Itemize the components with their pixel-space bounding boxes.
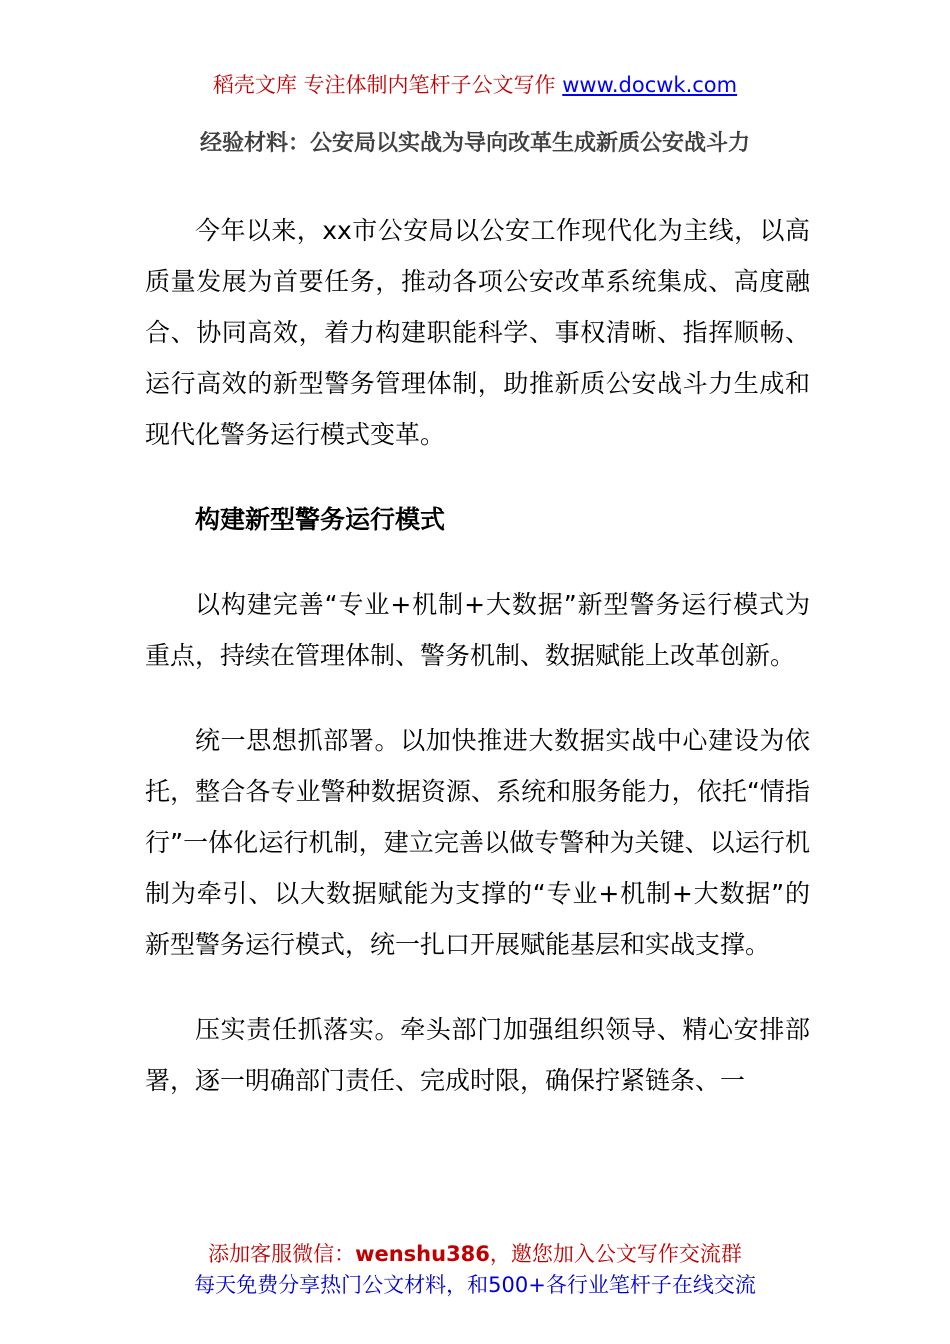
wechat-promo-line [0,1239,950,1270]
promo-footer [0,1239,950,1301]
document-title: 经验材料：公安局以实战为导向改革生成新质公安战斗力 [199,131,750,156]
body-paragraph: 统一思想抓部署。以加快推进大数据实战中心建设为依托，整合各专业警种数据资源、系统和服务能力，依托“情指行”一体化运行机制，建立完善以做专警种为关键、以运行机制为牵引、以大数据赋能为支撑的“专业+机制+大数据”的新型警务运行模式，统一扎口开展赋能基层和实战支撑。 [145,726,810,959]
document-body [145,205,810,1140]
wechat-id: wenshu386 [355,1242,490,1266]
body-paragraph: 压实责任抓落实。牵头部门加强组织领导、精心安排部署，逐一明确部门责任、完成时限，确保拧紧链条、一 [145,1015,810,1095]
section-heading: 构建新型警务运行模式 [195,505,446,534]
website-link[interactable]: www.docwk.com [562,73,738,97]
intro-paragraph: 今年以来，xx市公安局以公安工作现代化为主线，以高质量发展为首要任务，推动各项公安改革系统集成、高度融合、协同高效，着力构建职能科学、事权清晰、指挥顺畅、运行高效的新型警务管理体制，助推新质公安战斗力生成和现代化警务运行模式变革。 [145,216,810,449]
body-paragraph: 以构建完善“专业+机制+大数据”新型警务运行模式为重点，持续在管理体制、警务机制、数据赋能上改革创新。 [145,590,810,670]
share-promo-line: 每天免费分享热门公文材料，和500+各行业笔杆子在线交流 [194,1273,756,1297]
wechat-suffix: ，邀您加入公文写作交流群 [489,1242,742,1266]
wechat-prefix: 添加客服微信： [208,1242,356,1266]
site-header [0,70,950,100]
brand-slogan: 稻壳文库 专注体制内笔杆子公文写作 [212,73,556,97]
